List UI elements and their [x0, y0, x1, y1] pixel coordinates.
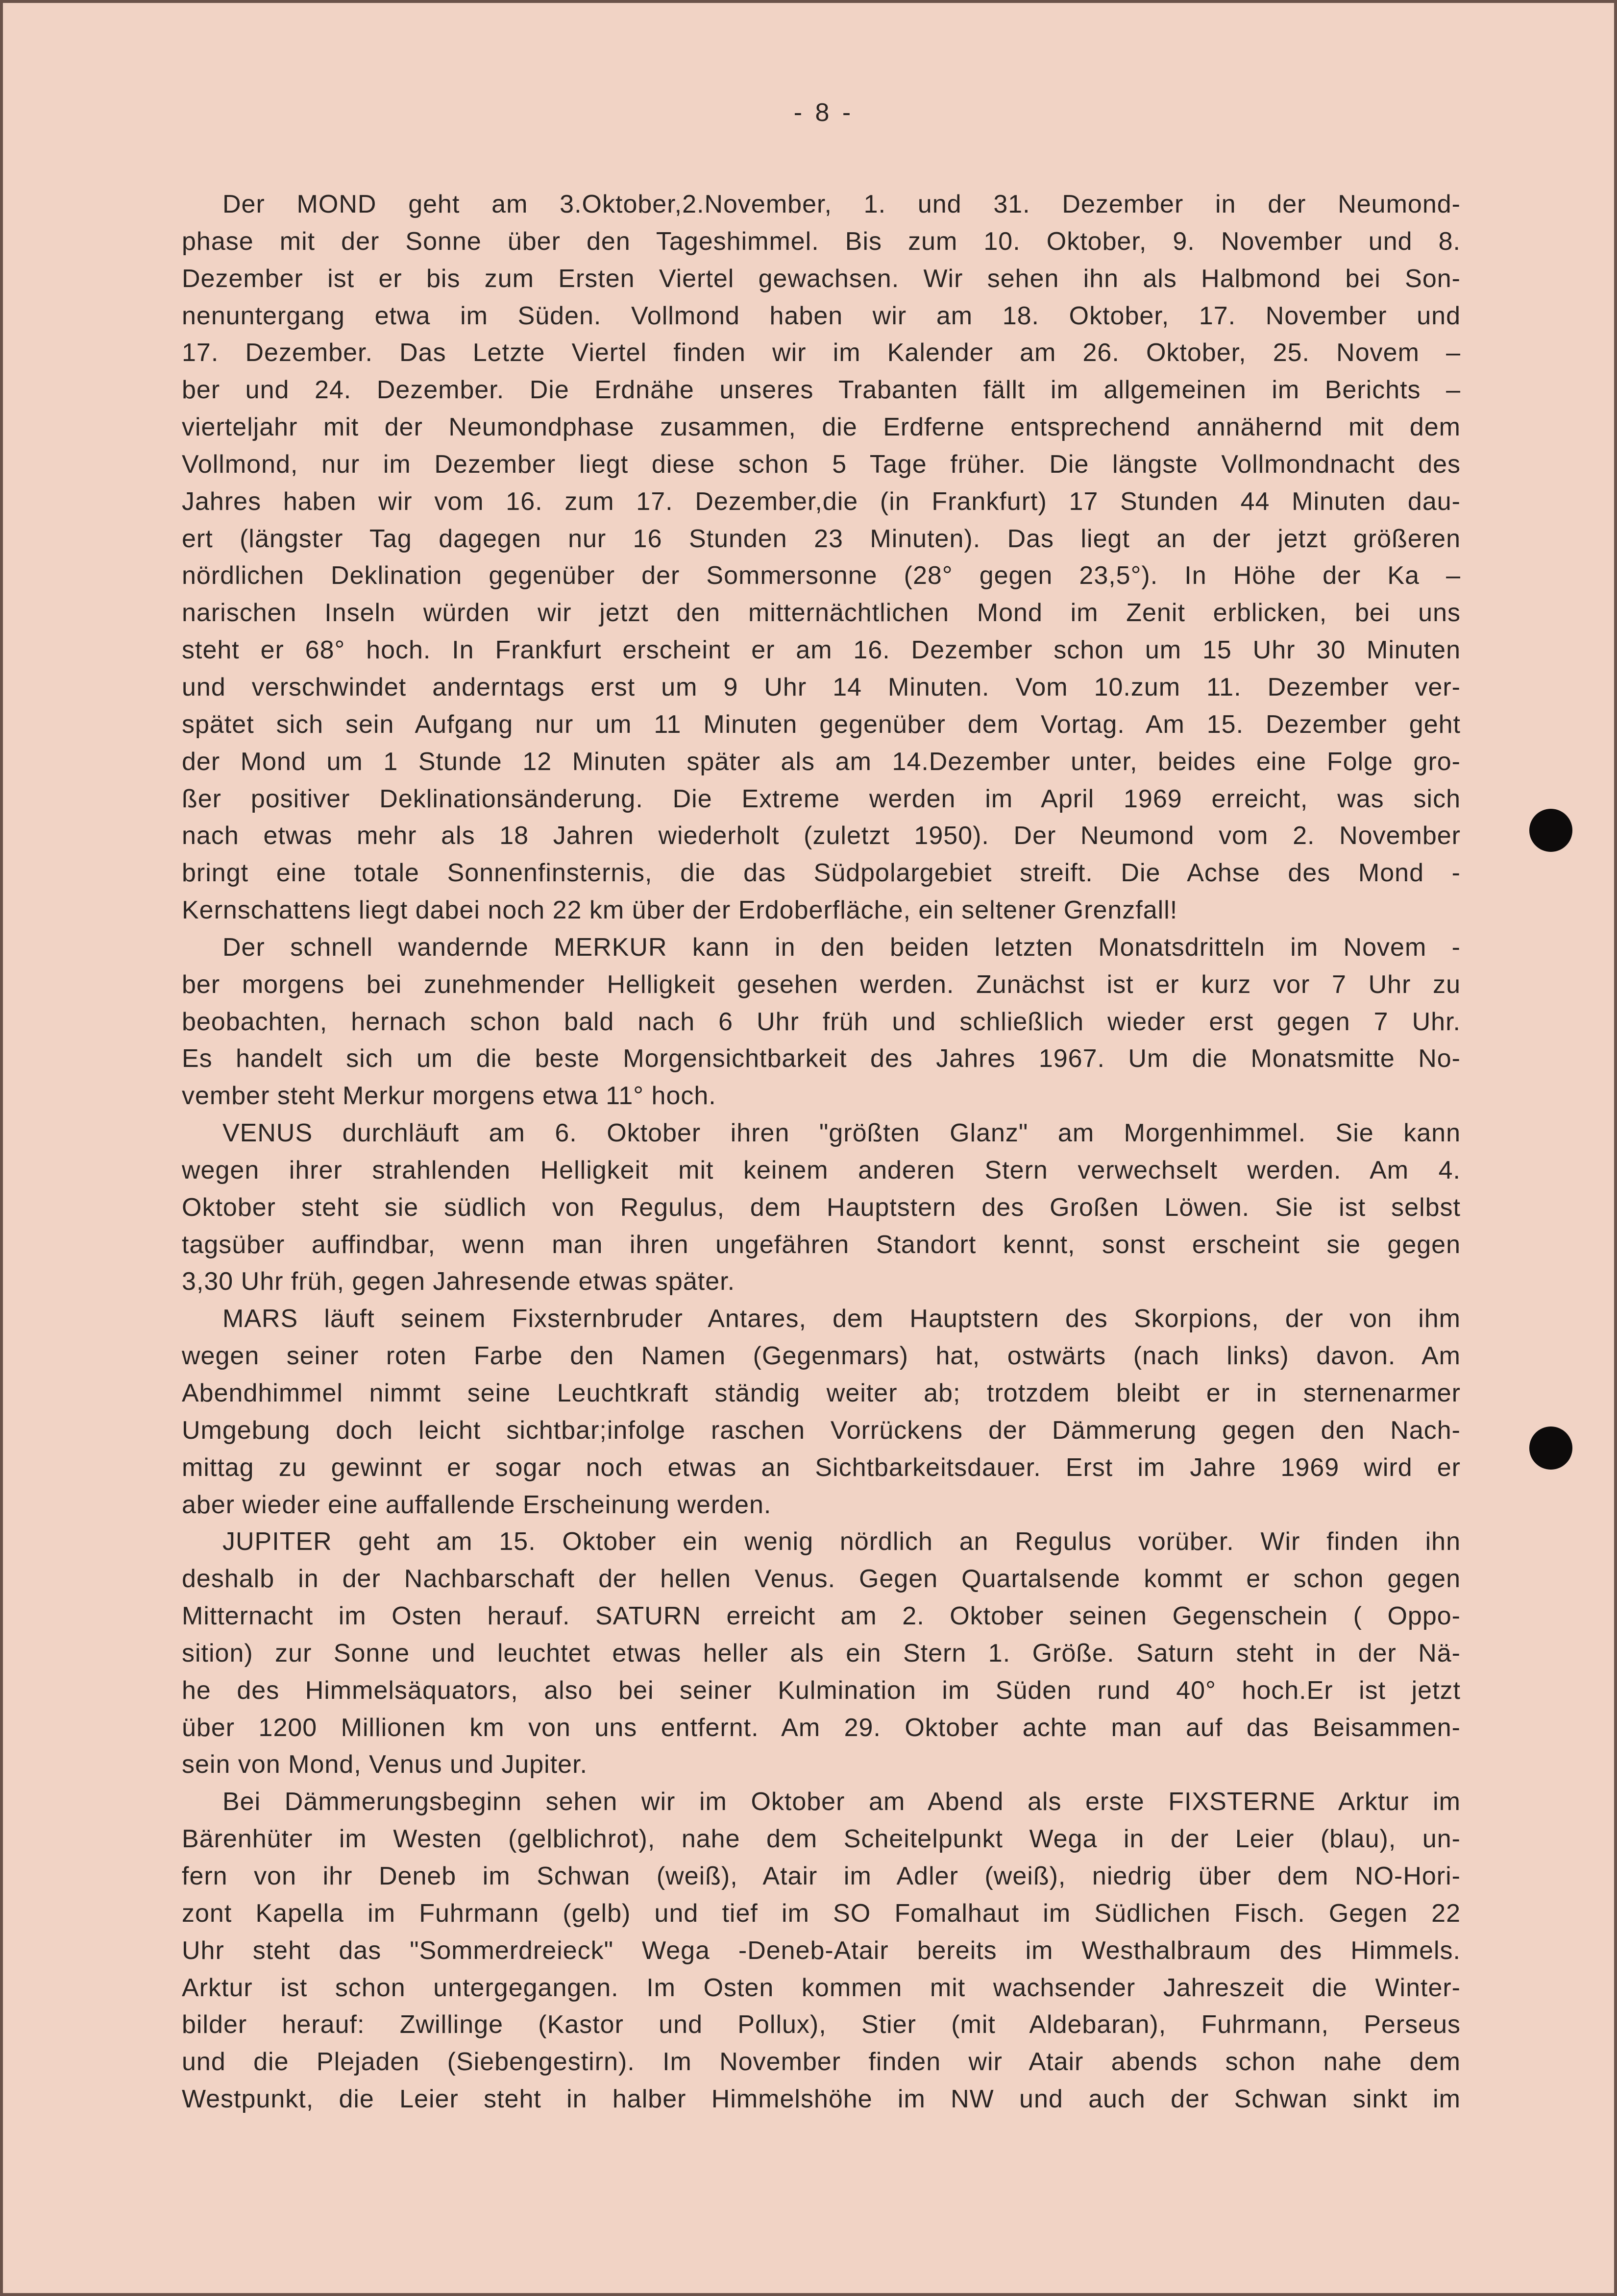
- body-text: [182, 186, 1461, 2118]
- text-line: deshalb in der Nachbarschaft der hellen Venus. Gegen Quartalsende kommt er schon gegen: [182, 1565, 1461, 1594]
- paragraph: [182, 1784, 1461, 2118]
- text-line: Mitternacht im Osten herauf. SATURN erreicht am 2. Oktober seinen Gegenschein ( Oppo-: [182, 1602, 1461, 1631]
- text-line: Arktur ist schon untergegangen. Im Osten kommen mit wachsender Jahreszeit die Winter-: [182, 1973, 1461, 2002]
- text-line: und verschwindet anderntags erst um 9 Uhr 14 Minuten. Vom 10.zum 11. Dezember ver-: [182, 673, 1461, 701]
- paragraph: [182, 186, 1461, 929]
- text-line: narischen Inseln würden wir jetzt den mitternächtlichen Mond im Zenit erblicken, bei uns: [182, 599, 1461, 628]
- text-line: der Mond um 1 Stunde 12 Minuten später als am 14.Dezember unter, beides eine Folge gro-: [182, 747, 1461, 776]
- text-line: Oktober steht sie südlich von Regulus, dem Hauptstern des Großen Löwen. Sie ist selbst: [182, 1193, 1461, 1222]
- text-line: Der MOND geht am 3.Oktober,2.November, 1. und 31. Dezember in der Neumond-: [222, 190, 1461, 218]
- text-line: und die Plejaden (Siebengestirn). Im November finden wir Atair abends schon nahe dem: [182, 2048, 1461, 2077]
- text-line: tagsüber auffindbar, wenn man ihren ungefähren Standort kennt, sonst erscheint sie gegen: [182, 1230, 1461, 1259]
- paragraph: [182, 929, 1461, 1115]
- text-line: spätet sich sein Aufgang nur um 11 Minuten gegenüber dem Vortag. Am 15. Dezember geht: [182, 710, 1461, 739]
- punch-hole: [1529, 809, 1572, 852]
- text-line: he des Himmelsäquators, also bei seiner Kulmination im Süden rund 40° hoch.Er ist jetzt: [182, 1676, 1461, 1705]
- text-line: sition) zur Sonne und leuchtet etwas heller als ein Stern 1. Größe. Saturn steht in der Nä-: [182, 1639, 1461, 1668]
- text-line: über 1200 Millionen km von uns entfernt. Am 29. Oktober achte man auf das Beisammen-: [182, 1713, 1461, 1742]
- text-line: phase mit der Sonne über den Tageshimmel. Bis zum 10. Oktober, 9. November und 8.: [182, 227, 1461, 256]
- paragraph: [182, 1301, 1461, 1523]
- paragraph: [182, 1115, 1461, 1301]
- paragraph: [182, 1523, 1461, 1784]
- text-line: beobachten, hernach schon bald nach 6 Uhr früh und schließlich wieder erst gegen 7 Uhr.: [182, 1007, 1461, 1036]
- text-line: MARS läuft seinem Fixsternbruder Antares, dem Hauptstern des Skorpions, der von ihm: [222, 1305, 1461, 1333]
- text-line: Bärenhüter im Westen (gelblichrot), nahe dem Scheitelpunkt Wega in der Leier (blau), un-: [182, 1825, 1461, 1854]
- text-line: ber morgens bei zunehmender Helligkeit gesehen werden. Zunächst ist er kurz vor 7 Uhr zu: [182, 970, 1461, 999]
- text-line: Dezember ist er bis zum Ersten Viertel gewachsen. Wir sehen ihn als Halbmond bei Son-: [182, 264, 1461, 293]
- text-line: bringt eine totale Sonnenfinsternis, die das Südpolargebiet streift. Die Achse des Mond -: [182, 859, 1461, 888]
- text-line: Es handelt sich um die beste Morgensichtbarkeit des Jahres 1967. Um die Monatsmitte No-: [182, 1044, 1461, 1073]
- text-line: VENUS durchläuft am 6. Oktober ihren "größten Glanz" am Morgenhimmel. Sie kann: [222, 1119, 1461, 1148]
- text-line: Westpunkt, die Leier steht in halber Himmelshöhe im NW und auch der Schwan sinkt im: [182, 2085, 1461, 2114]
- text-line: ber und 24. Dezember. Die Erdnähe unseres Trabanten fällt im allgemeinen im Berichts –: [182, 376, 1461, 405]
- text-line: vierteljahr mit der Neumondphase zusammen, die Erdferne entsprechend annähernd mit dem: [182, 413, 1461, 442]
- text-line: fern von ihr Deneb im Schwan (weiß), Atair im Adler (weiß), niedrig über dem NO-Hori-: [182, 1861, 1461, 1890]
- text-line: ert (längster Tag dagegen nur 16 Stunden 23 Minuten). Das liegt an der jetzt größeren: [182, 524, 1461, 553]
- text-line: aber wieder eine auffallende Erscheinung werden.: [182, 1490, 772, 1519]
- text-line: 17. Dezember. Das Letzte Viertel finden wir im Kalender am 26. Oktober, 25. Novem –: [182, 338, 1461, 367]
- text-line: JUPITER geht am 15. Oktober ein wenig nördlich an Regulus vorüber. Wir finden ihn: [222, 1527, 1461, 1556]
- text-line: Abendhimmel nimmt seine Leuchtkraft ständig weiter ab; trotzdem bleibt er in sternenarmer: [182, 1379, 1461, 1407]
- text-line: Bei Dämmerungsbeginn sehen wir im Oktober am Abend als erste FIXSTERNE Arktur im: [222, 1788, 1461, 1816]
- punch-hole: [1529, 1426, 1572, 1470]
- text-line: Uhr steht das "Sommerdreieck" Wega -Deneb-Atair bereits im Westhalbraum des Himmels.: [182, 1936, 1461, 1965]
- text-line: 3,30 Uhr früh, gegen Jahresende etwas später.: [182, 1267, 735, 1296]
- text-line: zont Kapella im Fuhrmann (gelb) und tief im SO Fomalhaut im Südlichen Fisch. Gegen 22: [182, 1899, 1461, 1928]
- text-line: bilder herauf: Zwillinge (Kastor und Pollux), Stier (mit Aldebaran), Fuhrmann, Perseus: [182, 2010, 1461, 2039]
- text-line: Vollmond, nur im Dezember liegt diese schon 5 Tage früher. Die längste Vollmondnacht des: [182, 450, 1461, 479]
- text-line: sein von Mond, Venus und Jupiter.: [182, 1750, 588, 1779]
- text-line: Der schnell wandernde MERKUR kann in den beiden letzten Monatsdritteln im Novem -: [222, 933, 1461, 962]
- text-line: mittag zu gewinnt er sogar noch etwas an Sichtbarkeitsdauer. Erst im Jahre 1969 wird er: [182, 1453, 1461, 1482]
- page-number: - 8 -: [793, 98, 854, 127]
- text-line: wegen seiner roten Farbe den Namen (Gegenmars) hat, ostwärts (nach links) davon. Am: [182, 1342, 1461, 1371]
- text-line: wegen ihrer strahlenden Helligkeit mit keinem anderen Stern verwechselt werden. Am 4.: [182, 1156, 1461, 1184]
- text-line: Jahres haben wir vom 16. zum 17. Dezember,die (in Frankfurt) 17 Stunden 44 Minuten dau-: [182, 487, 1461, 516]
- text-line: nördlichen Deklination gegenüber der Sommersonne (28° gegen 23,5°). In Höhe der Ka –: [182, 561, 1461, 590]
- text-line: Kernschattens liegt dabei noch 22 km über der Erdoberfläche, ein seltener Grenzfall!: [182, 896, 1178, 925]
- text-line: steht er 68° hoch. In Frankfurt erscheint er am 16. Dezember schon um 15 Uhr 30 Minuten: [182, 636, 1461, 665]
- text-line: nach etwas mehr als 18 Jahren wiederholt (zuletzt 1950). Der Neumond vom 2. November: [182, 822, 1461, 850]
- text-line: ßer positiver Deklinationsänderung. Die Extreme werden im April 1969 erreicht, was sich: [182, 784, 1461, 813]
- text-line: Umgebung doch leicht sichtbar;infolge raschen Vorrückens der Dämmerung gegen den Nach-: [182, 1416, 1461, 1445]
- text-line: nenuntergang etwa im Süden. Vollmond haben wir am 18. Oktober, 17. November und: [182, 301, 1461, 330]
- text-line: vember steht Merkur morgens etwa 11° hoch.: [182, 1082, 716, 1111]
